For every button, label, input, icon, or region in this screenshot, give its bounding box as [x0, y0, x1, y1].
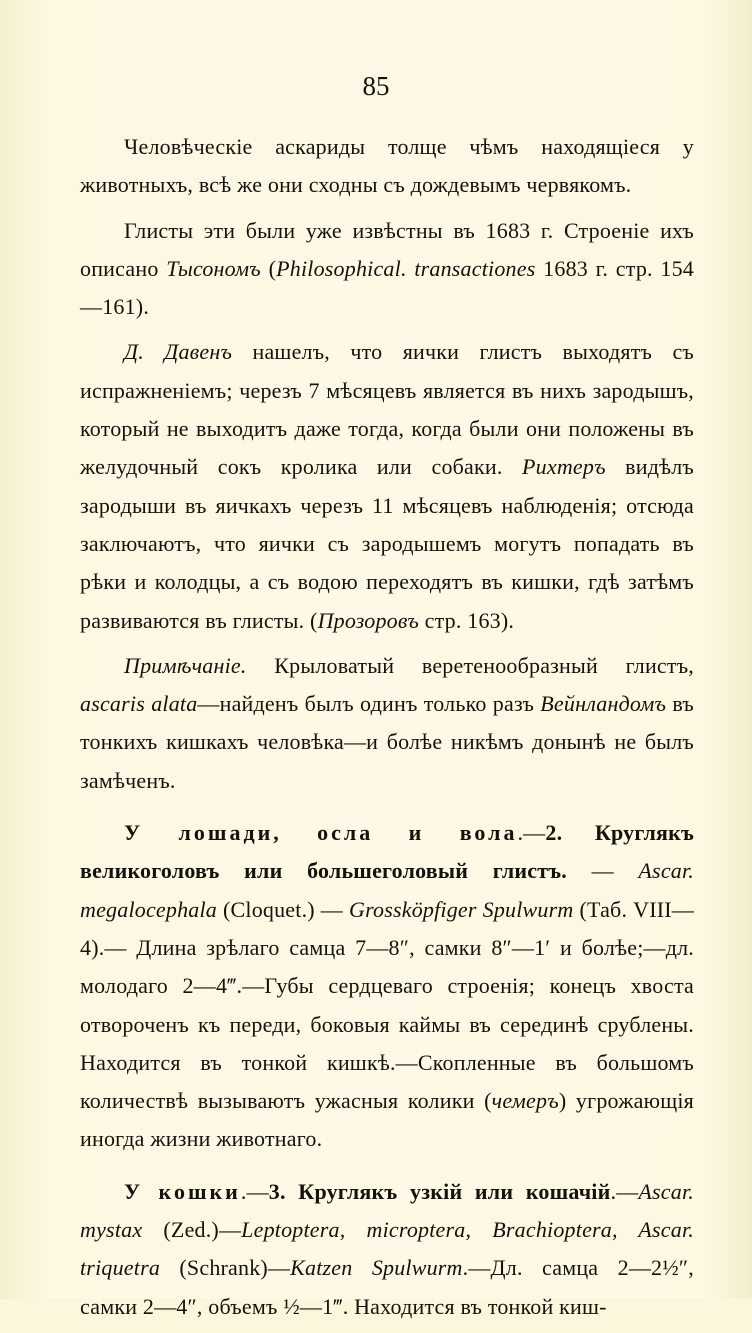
paragraph-p3 [80, 333, 694, 639]
text-run: стр. 163). [418, 607, 515, 633]
text-run: Д. Давенъ [124, 339, 233, 365]
text-run: ) угрожающія иногда жизни животнаго. [80, 1088, 694, 1152]
page-number: 85 [362, 71, 390, 101]
text-run: Ascar. mystax [80, 1178, 694, 1243]
text-run: (Таб. VIII—4).— Длина зрѣлаго самца 7—8″, самки 8″—1′ и болѣе;—дл. молодаго 2—4‴.—Губы сердцеваго строенія; конецъ хвоста отвороченъ къ переди, боковыя каймы въ серединѣ срублены. Находится въ тонкой кишкѣ.—Скопленные въ большомъ количествѣ вызываютъ ужасныя колики ( [80, 896, 694, 1114]
text-run: видѣлъ зародыши въ яичкахъ черезъ 11 мѣсяцевъ наблюденія; отсюда заключаютъ, что яички съ зародышемъ могутъ попадать въ рѣки и колодцы, а съ водою переходятъ въ кишки, гдѣ затѣмъ развиваются въ глисты. ( [80, 454, 694, 633]
text-run: .— [240, 1178, 269, 1204]
text-run: Leptoptera, microptera, Brachioptera, Ascar. triquetra [80, 1217, 694, 1281]
text-run: въ тонкихъ кишкахъ человѣка—и болѣе никѣмъ донынѣ не былъ замѣченъ. [80, 691, 694, 793]
text-run: Тысономъ [166, 255, 261, 281]
text-run: 1683 г. стр. 154—161). [80, 255, 695, 320]
text-run: Katzen Spulwurm [290, 1255, 463, 1281]
text-run: — [566, 858, 639, 884]
text-run: Прозоровъ [317, 607, 419, 633]
text-run: 2. Круглякъ великоголовъ или большеголовый глистъ. [80, 820, 694, 884]
text-run: Человѣческіе аскариды толще чѣмъ находящіеся у животныхъ, всѣ же они сходны съ дождевымъ червякомъ. [80, 134, 694, 198]
text-run: Ascar. megalocephala [80, 858, 695, 922]
text-run: нашелъ, что яички глистъ выходятъ съ испражненіемъ; черезъ 7 мѣсяцевъ является въ нихъ зародышъ, который не выходитъ даже тогда, когда были они положены въ желудочный сокъ кролика или собаки. [80, 339, 695, 480]
text-run: .— [517, 820, 546, 846]
text-run: —найденъ былъ одинъ только разъ [197, 691, 541, 717]
text-run: 3. Круглякъ узкій или кошачій [268, 1178, 611, 1204]
paragraph-p1 [80, 128, 694, 205]
text-run: .—Дл. самца 2—2½″, самки 2—4″, объемъ ½—1‴. Находится въ тонкой киш- [80, 1255, 694, 1319]
text-run: (Cloquet.) — [217, 896, 349, 922]
text-run: Примѣчаніе. [124, 652, 247, 678]
text-run: У кошки [124, 1178, 241, 1204]
text-run: чемеръ [491, 1088, 559, 1114]
paragraph-p6 [80, 1173, 694, 1326]
text-run: .— [610, 1178, 639, 1204]
text-run: У лошади, осла и вола [124, 820, 518, 846]
text-run: ascaris alata [80, 691, 198, 717]
paragraph-p4 [80, 647, 694, 800]
paragraph-p2 [80, 212, 694, 327]
paragraph-p5 [80, 814, 694, 1159]
page-body-text [80, 128, 694, 1333]
text-run: Philosophical. transactiones [276, 255, 536, 281]
text-run: ( [260, 255, 277, 281]
text-run: Крыловатый веретенообразный глистъ, [246, 652, 694, 678]
text-run: (Schrank)— [160, 1255, 291, 1281]
text-run: Рихтеръ [522, 454, 606, 480]
text-run: Grosskӧpfiger Spulwurm [348, 896, 574, 922]
text-run: Вейнландомъ [540, 691, 667, 717]
text-run: (Zed.)— [142, 1217, 242, 1243]
text-run: Глисты эти были уже извѣстны въ 1683 г. Строеніе ихъ описано [80, 217, 694, 281]
